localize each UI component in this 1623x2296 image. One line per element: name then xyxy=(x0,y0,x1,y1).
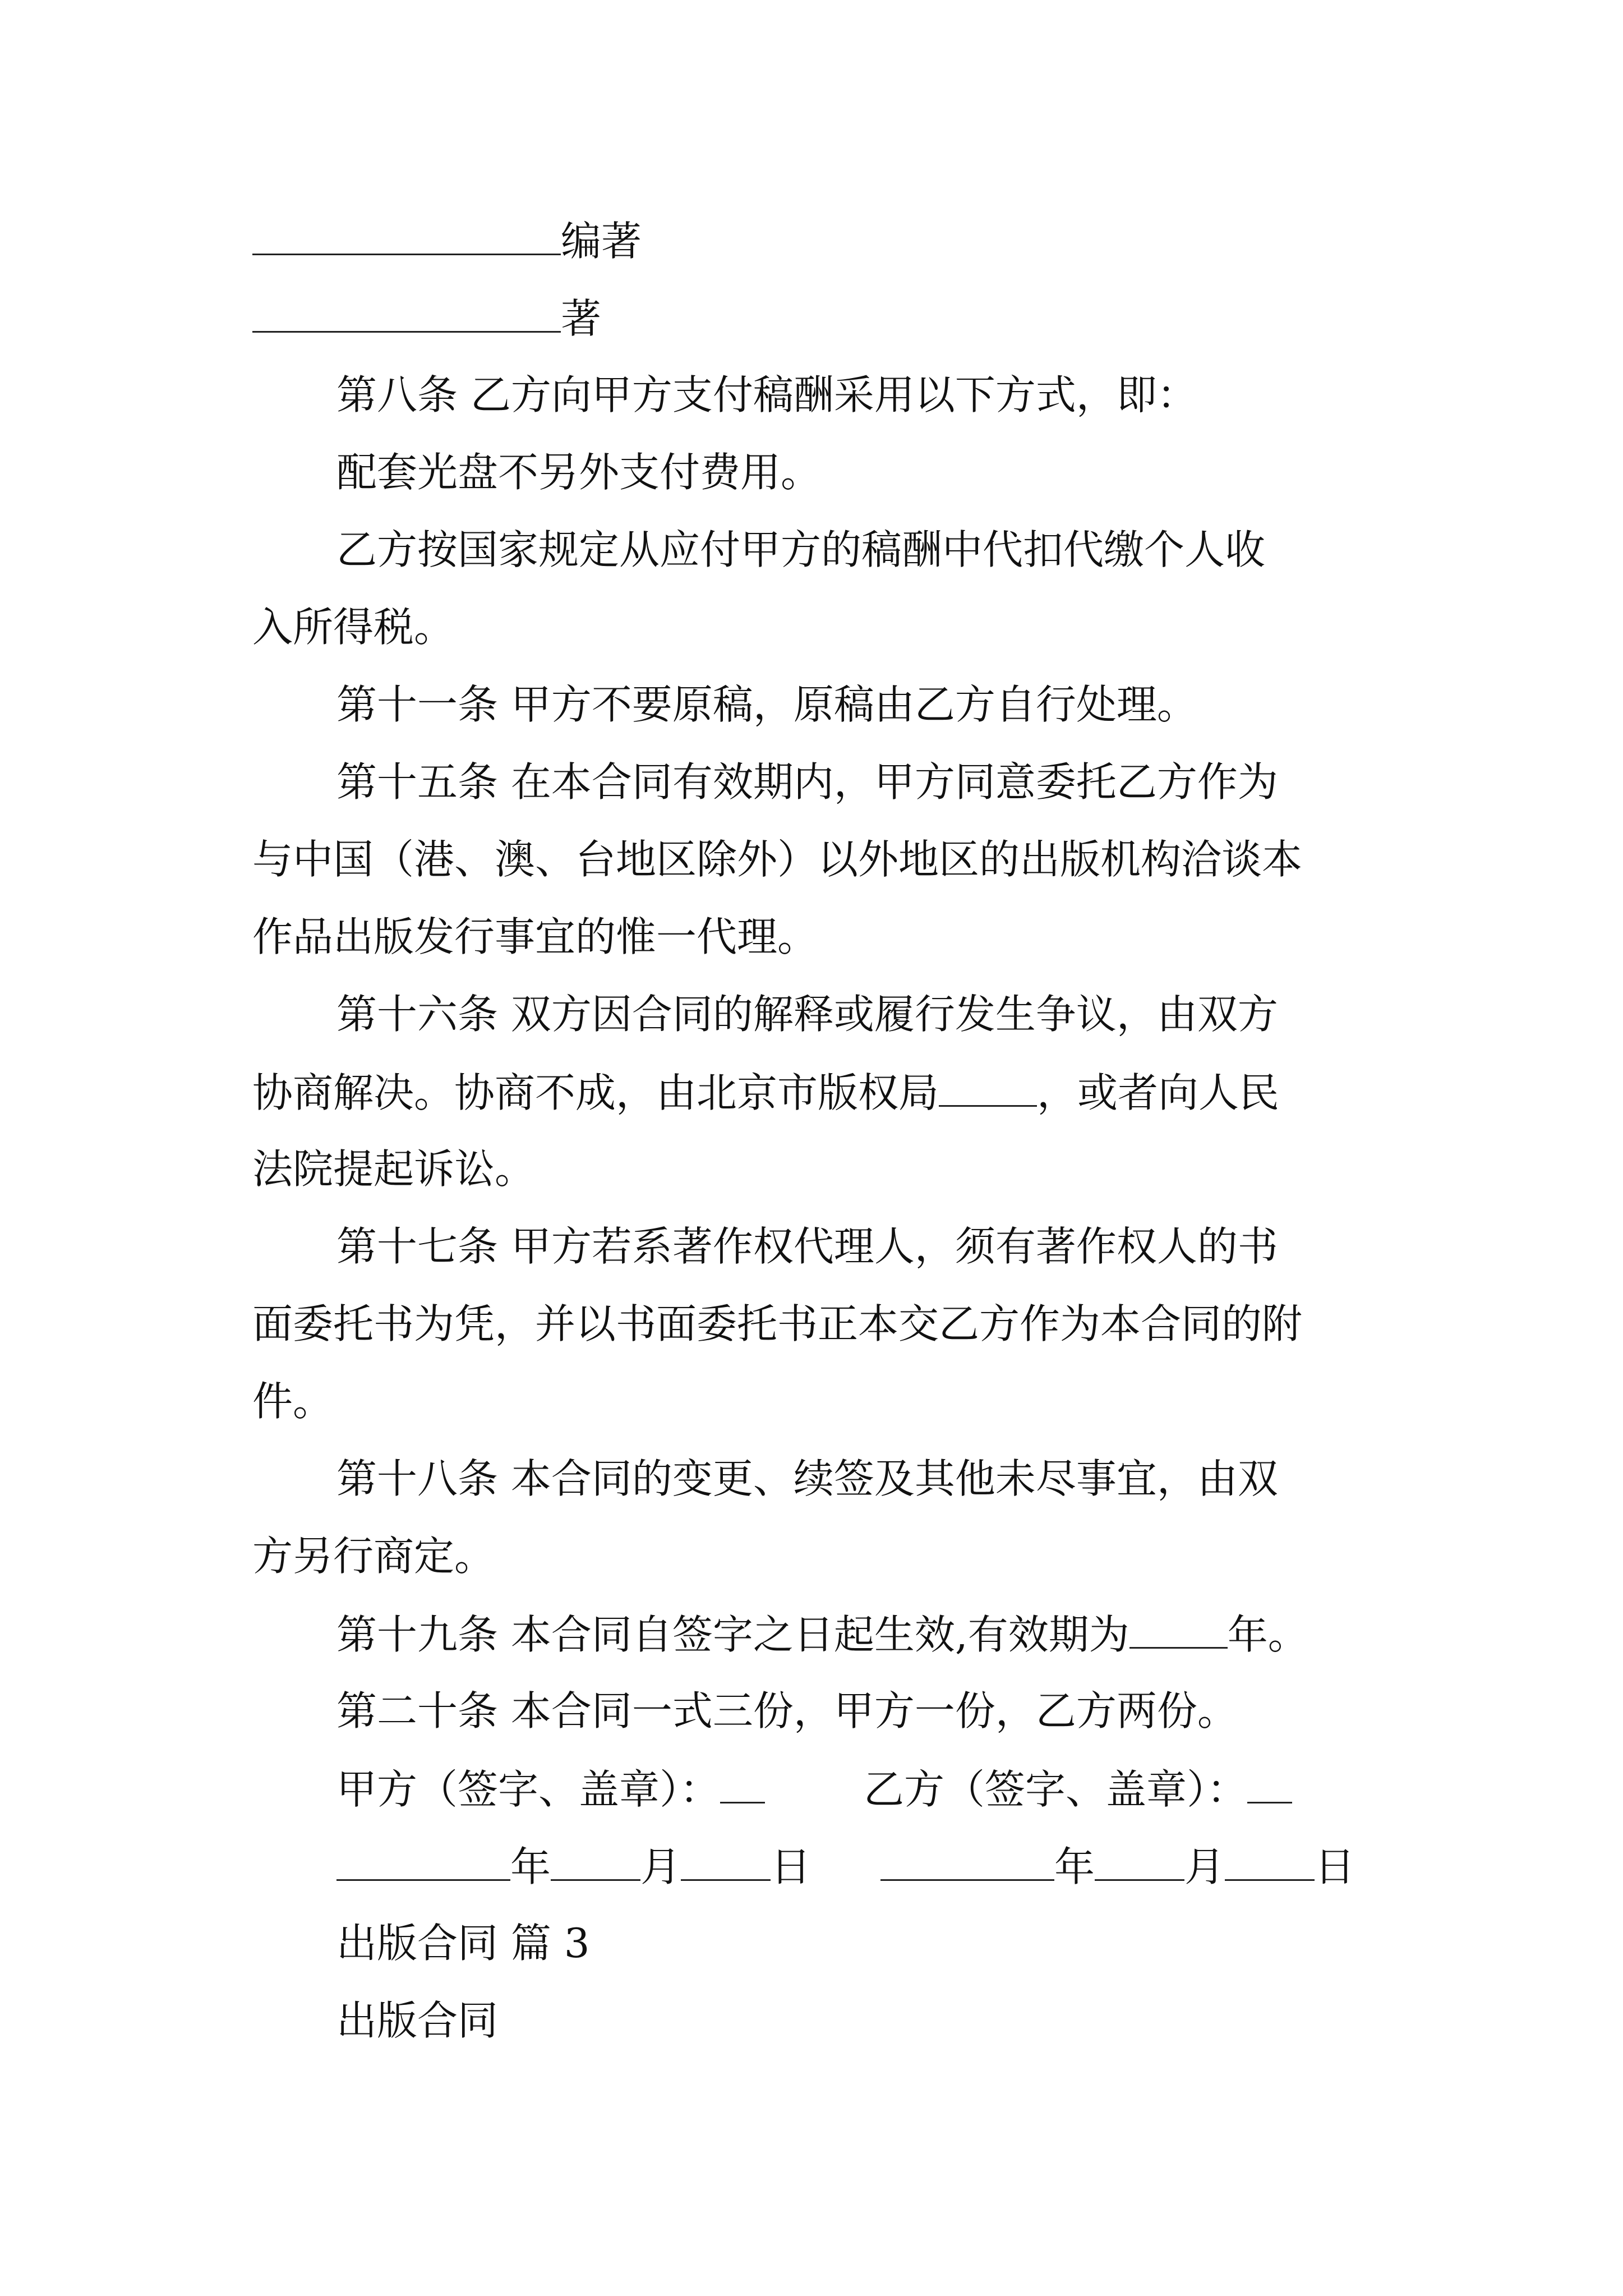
paragraph: 协商解决。协商不成，由北京市版权局 ，或者向人民 xyxy=(252,1069,1280,1116)
date-party-b: 年 月 日 xyxy=(880,1846,1355,1887)
article-11: 第十一条 甲方不要原稿，原稿由乙方自行处理。 xyxy=(336,681,1197,728)
blank-line[interactable] xyxy=(1225,1846,1315,1881)
section-title: 出版合同 篇 3 xyxy=(336,1920,590,1967)
paragraph: 件。 xyxy=(252,1378,334,1425)
paragraph: 配套光盘不另外支付费用。 xyxy=(336,449,822,496)
blank-line[interactable] xyxy=(720,1768,765,1803)
date-party-a: 年 月 日 xyxy=(336,1846,811,1887)
blank-line[interactable] xyxy=(551,1846,640,1881)
editor-line: 编著 xyxy=(252,220,642,261)
article-16: 第十六条 双方因合同的解释或履行发生争议，由双方 xyxy=(336,991,1278,1038)
blank-line[interactable] xyxy=(252,297,561,333)
article-20: 第二十条 本合同一式三份，甲方一份，乙方两份。 xyxy=(336,1687,1238,1734)
article-8: 第八条 乙方向甲方支付稿酬采用以下方式，即： xyxy=(336,371,1197,418)
blank-line[interactable] xyxy=(1129,1613,1228,1649)
paragraph: 入所得税。 xyxy=(252,604,455,651)
article-17: 第十七条 甲方若系著作权代理人，须有著作权人的书 xyxy=(336,1223,1278,1270)
blank-line[interactable] xyxy=(252,220,561,255)
blank-line[interactable] xyxy=(336,1846,510,1881)
blank-line[interactable] xyxy=(1247,1768,1292,1803)
paragraph: 面委托书为凭，并以书面委托书正本交乙方作为本合同的附 xyxy=(252,1300,1303,1347)
paragraph: 法院提起诉讼。 xyxy=(252,1145,536,1193)
article-15: 第十五条 在本合同有效期内，甲方同意委托乙方作为 xyxy=(336,758,1278,806)
paragraph: 方另行商定。 xyxy=(252,1533,495,1580)
paragraph: 作品出版发行事宜的惟一代理。 xyxy=(252,913,818,960)
signature-party-a: 甲方（签字、盖章）： xyxy=(336,1768,765,1810)
article-19: 第十九条 本合同自签字之日起生效,有效期为 年。 xyxy=(336,1611,1308,1658)
article-18: 第十八条 本合同的变更、续签及其他未尽事宜，由双 xyxy=(336,1455,1278,1502)
blank-line[interactable] xyxy=(880,1846,1054,1881)
blank-line[interactable] xyxy=(681,1846,771,1881)
blank-line[interactable] xyxy=(1095,1846,1184,1881)
blank-line[interactable] xyxy=(939,1071,1037,1107)
author-line: 著 xyxy=(252,297,601,339)
paragraph: 乙方按国家规定从应付甲方的稿酬中代扣代缴个人收 xyxy=(336,526,1266,573)
paragraph: 与中国（港、澳、台地区除外）以外地区的出版机构洽谈本 xyxy=(252,836,1303,883)
signature-party-b: 乙方（签字、盖章）： xyxy=(864,1768,1292,1810)
document-title: 出版合同 xyxy=(336,1997,499,2044)
